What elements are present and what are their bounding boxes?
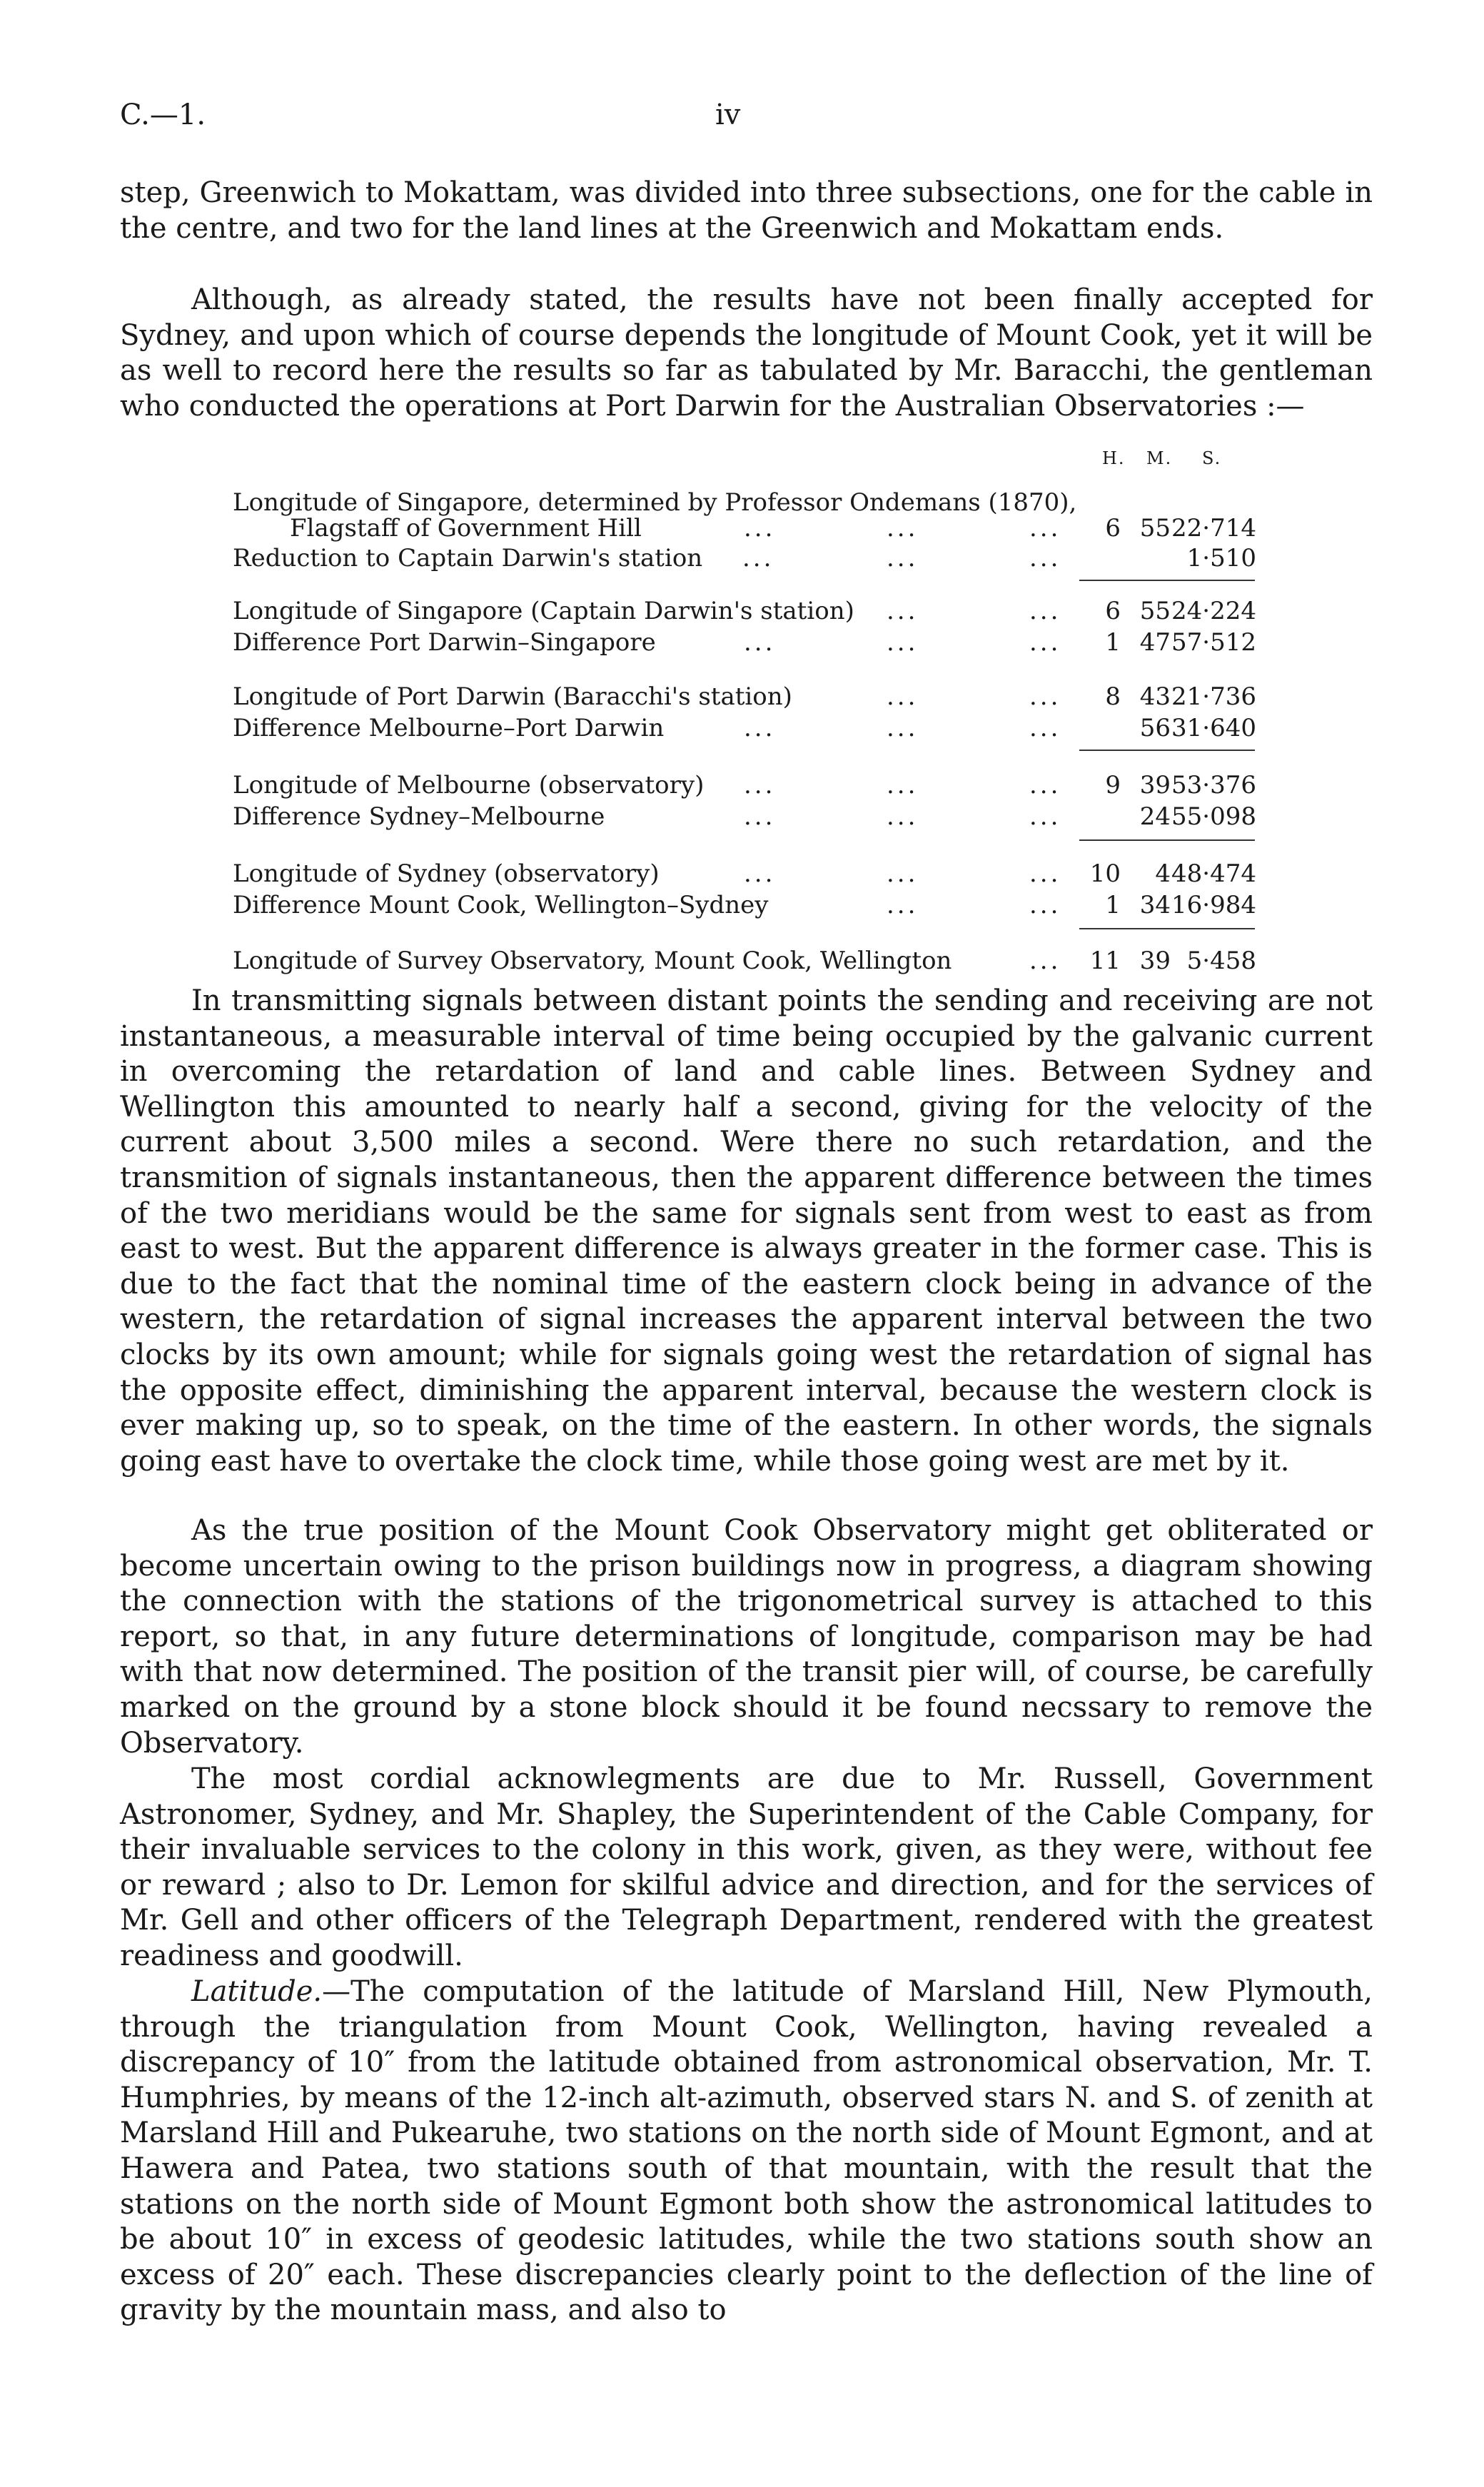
value-hours: 6: [1105, 514, 1121, 543]
paragraph-signal-retardation: In transmitting signals between distant points the sending and receiving are not instantaneous, a measurable interval of time being occupied by the galvanic current in overcoming the retardation of land and cable lines. Between Sydney and Wellington this amounted to nearly half a second, giving for the velocity of the current about 3,500 miles a second. Were there no such retardation, and the transmition of signals instantaneous, then the apparent difference between the times of the two meridians would be the same for signals sent from west to east as from east to west. But the apparent difference is always greater in the former case. This is due to the fact that the nominal time of the eastern clock being in advance of the western, the retardation of signal increases the apparent interval between the two clocks by its own amount; while for signals going west the retardation of signal has the opposite effect, diminishing the apparent interval, because the western clock is ever making up, so to speak, on the time of the eastern. In other words, the signals going east have to overtake the clock time, while those going west are met by it.: [120, 984, 1373, 1478]
value-hours: 1: [1105, 628, 1121, 657]
value-minutes: 39: [1139, 771, 1171, 799]
value-seconds: 48·474: [1171, 859, 1256, 888]
row-label: Difference Mount Cook, Wellington–Sydney: [233, 891, 769, 919]
value-seconds: 1·510: [1186, 544, 1256, 572]
sum-rule: [1079, 928, 1255, 929]
row-label: Longitude of Singapore (Captain Darwin's station): [233, 597, 854, 625]
value-seconds: 53·376: [1171, 771, 1256, 799]
value-minutes: 55: [1139, 514, 1171, 543]
value-minutes: 39: [1139, 947, 1171, 975]
value-seconds: 5·458: [1186, 947, 1256, 975]
row-label: Flagstaff of Government Hill: [290, 514, 642, 543]
value-seconds: 24·224: [1171, 597, 1256, 625]
value-seconds: 55·098: [1171, 802, 1256, 831]
value-hours: 9: [1105, 771, 1121, 799]
value-minutes: 4: [1155, 859, 1171, 888]
latitude-heading: Latitude.: [191, 1975, 323, 2008]
row-label: Difference Melbourne–Port Darwin: [233, 714, 665, 742]
column-header-seconds: S.: [1202, 448, 1222, 468]
value-hours: 11: [1089, 947, 1121, 975]
paragraph-latitude: [120, 1974, 1373, 2329]
paragraph-observatory-position: As the true position of the Mount Cook Observatory might get obliterated or become uncertain owing to the prison buildings now in progress, a diagram showing the connection with the stations of the trigonometrical survey is attached to this report, so that, in any future determinations of longitude, comparison may be had with that now determined. The position of the transit pier will, of course, be carefully marked on the ground by a stone block should it be found necssary to remove the Observatory.: [120, 1514, 1373, 1760]
value-minutes: 47: [1139, 628, 1171, 657]
document-reference: C.—1.: [120, 99, 206, 131]
column-header-hours: H.: [1102, 448, 1126, 468]
latitude-text: —The computation of the latitude of Marsland Hill, New Plymouth, through the triangulation from Mount Cook, Wellington, having revealed a discrepancy of 10″ from the latitude obtained from astronomical observation, Mr. T. Humphries, by means of the 12-inch alt-azimuth, observed stars N. and S. of zenith at Marsland Hill and Pukearuhe, two stations on the north side of Mount Egmont, and at Hawera and Patea, two stations south of that mountain, with the result that the stations on the north side of Mount Egmont both show the astronomical latitudes to be about 10″ in excess of geodesic latitudes, while the two stations south show an excess of 20″ each. These discrepancies clearly point to the deflection of the line of gravity by the mountain mass, and also to: [120, 1975, 1373, 2327]
value-hours: 1: [1105, 891, 1121, 919]
value-seconds: 57·512: [1171, 628, 1256, 657]
page-number: iv: [715, 99, 741, 131]
value-seconds: 31·640: [1171, 714, 1256, 742]
value-hours: 8: [1105, 682, 1121, 711]
row-label: Difference Sydney–Melbourne: [233, 802, 605, 831]
column-header-minutes: M.: [1146, 448, 1173, 468]
value-seconds: 22·714: [1171, 514, 1256, 543]
value-minutes: 55: [1139, 597, 1171, 625]
value-minutes: 56: [1139, 714, 1171, 742]
value-minutes: 24: [1139, 802, 1171, 831]
value-seconds: 21·736: [1171, 682, 1256, 711]
row-label: Longitude of Port Darwin (Baracchi's station): [233, 682, 792, 711]
sum-rule: [1079, 580, 1255, 581]
row-label: Longitude of Melbourne (observatory): [233, 771, 705, 799]
row-label: Difference Port Darwin–Singapore: [233, 628, 656, 657]
paragraph-continuation: step, Greenwich to Mokattam, was divided into three subsections, one for the cable in the centre, and two for the land lines at the Greenwich and Mokattam ends.: [120, 176, 1373, 245]
paragraph-acknowledgments: The most cordial acknowlegments are due to Mr. Russell, Government Astronomer, Sydney, and Mr. Shapley, the Superintendent of the Cable Company, for their invaluable services to the colony in this work, given, as they were, without fee or reward ; also to Dr. Lemon for skilful advice and direction, and for the services of Mr. Gell and other officers of the Telegraph Department, rendered with the greatest readiness and goodwill.: [120, 1762, 1373, 1972]
value-seconds: 16·984: [1171, 891, 1256, 919]
sum-rule: [1079, 750, 1255, 751]
sum-rule: [1079, 839, 1255, 841]
row-label: Longitude of Sydney (observatory): [233, 859, 660, 888]
value-hours: 6: [1105, 597, 1121, 625]
value-minutes: 43: [1139, 682, 1171, 711]
value-minutes: 34: [1139, 891, 1171, 919]
row-label: Reduction to Captain Darwin's station: [233, 544, 703, 572]
document-page: C.—1. iv step, Greenwich to Mokattam, was divided into three subsections, one for the cable in the centre, and two for the land lines at the Greenwich and Mokattam ends. Although, as already stated, the results have not been finally accepted for Sydney, and upon which of course depends the longitude of Mount Cook, yet it will be as well to record here the results so far as tabulated by Mr. Baracchi, the gentleman who conducted the operations at Port Darwin for the Australian Observatories :— H. M. S. Longitude of Singapore, determined by Professor Ondemans (1870), Flagstaff of Government Hill ... ... ... 6 55 22·714 Reduction to Captain Darwin's station ... ... ... 1·510 Longitude of Singapore (Captain Darwin's station) ... ... 6 55 24·224 Difference Port Darwin–Singapore ... ... ... 1 47 57·512 Longitude of Port Darwin (Baracchi's station) ... ... 8 43 21·736 Difference Melbourne–Port Darwin ... ... ... 56 31·640 Longitude of Melbourne (observatory) ... ... ... 9 39 53·376 Difference Sydney–Melbourne ... ... ... 24 55·098 Longitude of Sydney (observatory) ... ... ... 10 4 48·474 Difference Mount Cook, Wellington–Sydney ... ... 1 34 16·984 Longitude of Survey Observatory, Mount Cook, Wellington ... 11 39 5·458 In transmitting signals between distant points the sending and receiving are not instantaneous, a measurable interval of time being occupied by the galvanic current in overcoming the retardation of land and cable lines. Between Sydney and Wellington this amounted to nearly half a second, giving for the velocity of the current about 3,500 miles a second. Were there no such retardation, and the transmition of signals instantaneous, then the apparent difference between the times of the two meridians would be the same for signals sent from west to east as from east to west. But the apparent difference is always greater in the former case. This is due to the fact that the nominal time of the eastern clock being in advance of the western, the retardation of signal increases the apparent interval between the two clocks by its own amount; while for signals going west the retardation of signal has the opposite effect, diminishing the apparent interval, because the western clock is ever making up, so to speak, on the time of the eastern. In other words, the signals going east have to overtake the clock time, while those going west are met by it. As the true position of the Mount Cook Observatory might get obliterated or become uncertain owing to the prison buildings now in progress, a diagram showing the connection with the stations of the trigonometrical survey is attached to this report, so that, in any future determinations of longitude, comparison may be had with that now determined. The position of the transit pier will, of course, be carefully marked on the ground by a stone block should it be found necssary to remove the Observatory. The most cordial acknowlegments are due to Mr. Russell, Government Astronomer, Sydney, and Mr. Shapley, the Superintendent of the Cable Company, for their invaluable services to the colony in this work, given, as they were, without fee or reward ; also to Dr. Lemon for skilful advice and direction, and for the services of Mr. Gell and other officers of the Telegraph Department, rendered with the greatest readiness and goodwill. Latitude.—The computation of the latitude of Marsland Hill, New Plymouth, through the triangulation from Mount Cook, Wellington, having revealed a discrepancy of 10″ from the latitude obtained from astronomical observation, Mr. T. Humphries, by means of the 12-inch alt-azimuth, observed stars N. and S. of zenith at Marsland Hill and Pukearuhe, two stations on the north side of Mount Egmont, and at Hawera and Patea, two stations south of that mountain, with the result that the stations on the north side of Mount Egmont both show the astronomical latitudes to be about 10″ in excess of geodesic latitudes, while the two stations south show an excess of 20″ each. These discrepancies clearly point to the deflection of the line of gravity by the mountain mass, and also to: [0, 0, 1484, 2487]
paragraph-results-intro: Although, as already stated, the results have not been finally accepted for Sydney, and upon which of course depends the longitude of Mount Cook, yet it will be as well to record here the results so far as tabulated by Mr. Baracchi, the gentleman who conducted the operations at Port Darwin for the Australian Observatories :—: [120, 283, 1373, 423]
value-hours: 10: [1089, 859, 1121, 888]
row-label: Longitude of Singapore, determined by Professor Ondemans (1870),: [233, 488, 1077, 517]
row-label: Longitude of Survey Observatory, Mount Cook, Wellington: [233, 947, 952, 975]
